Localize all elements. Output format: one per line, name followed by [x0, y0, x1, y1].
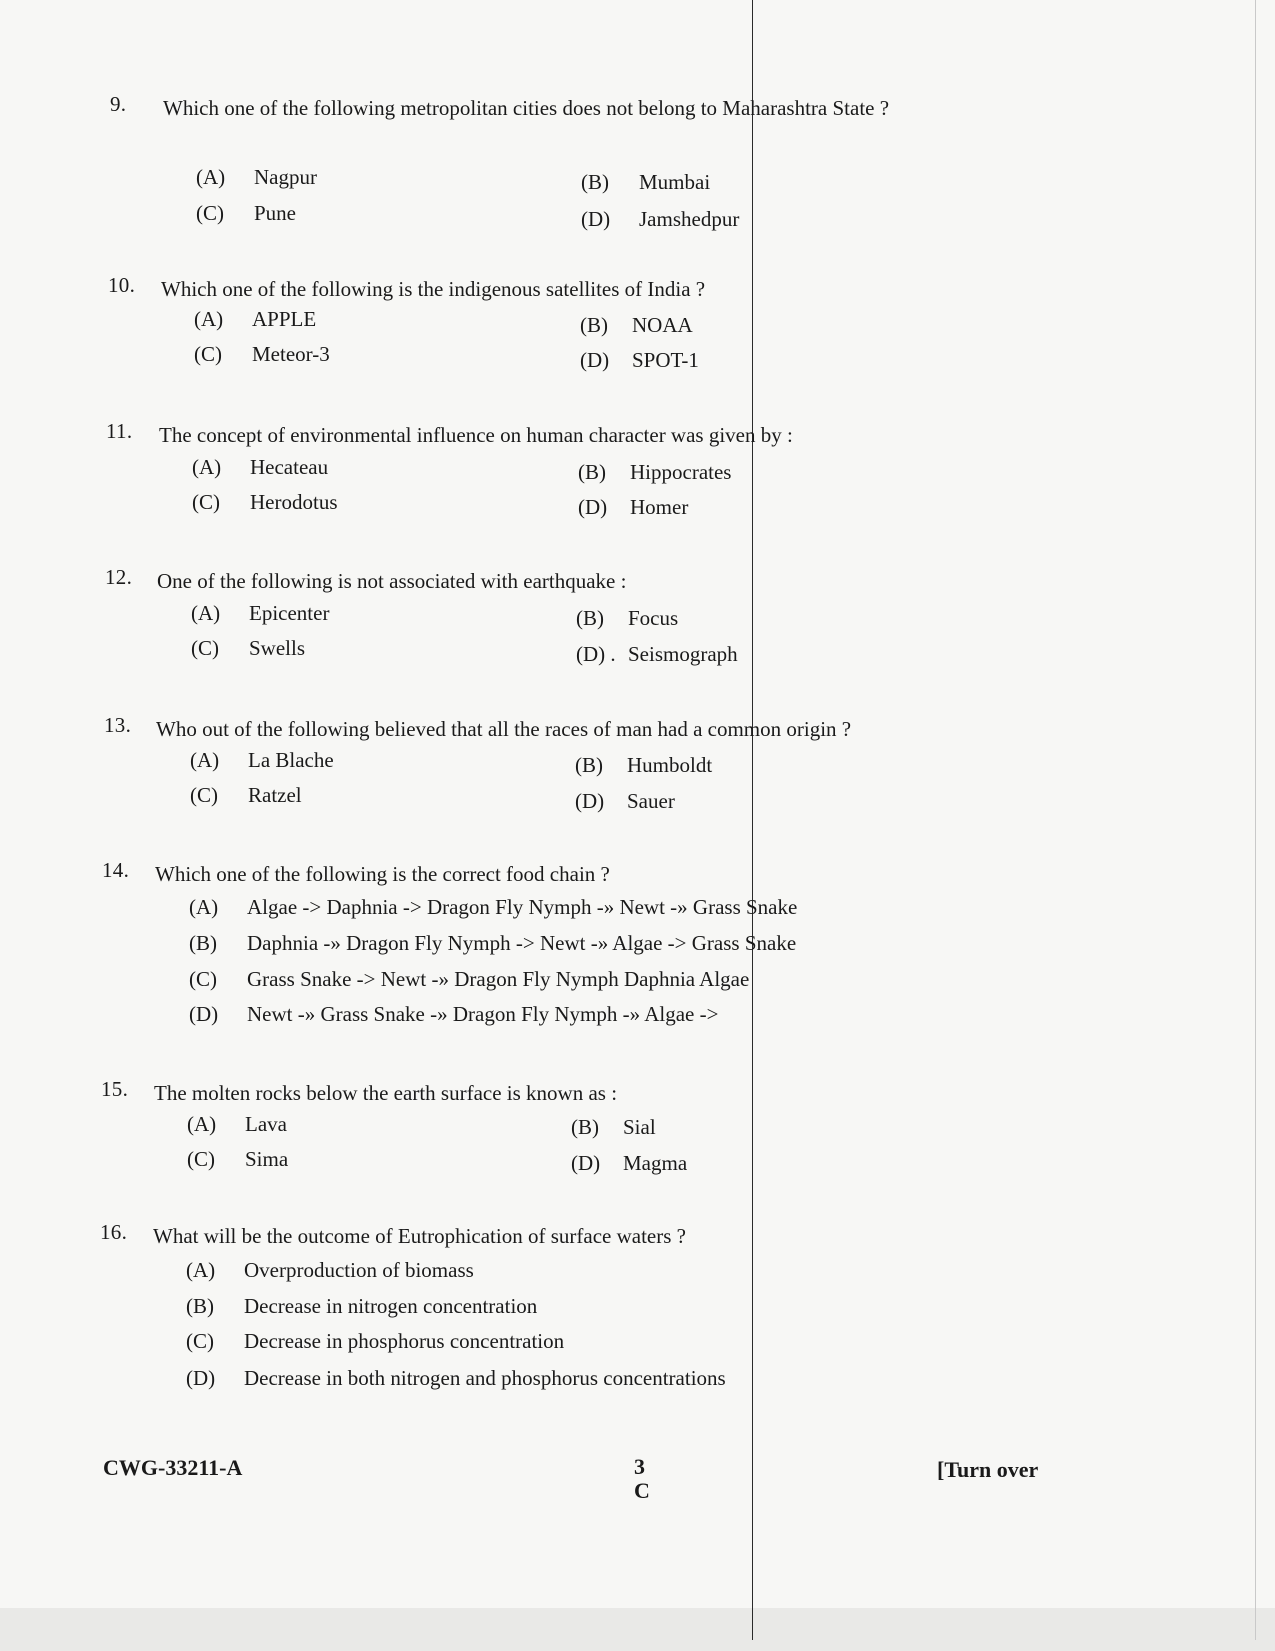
question-text: The concept of environmental influence on human character was given by :	[159, 423, 793, 447]
question-text: What will be the outcome of Eutrophication of surface waters ?	[153, 1224, 686, 1248]
option-c: (C) Sima	[187, 1147, 289, 1171]
page-right-edge	[1255, 0, 1256, 1640]
option-c: (C) Grass Snake -> Newt -» Dragon Fly Nymph Daphnia Algae	[189, 967, 750, 991]
option-d: (D) . Seismograph	[576, 642, 738, 666]
option-a: (A) Epicenter	[191, 601, 330, 625]
scan-bottom-band	[0, 1608, 1275, 1651]
option-b: (B) Hippocrates	[578, 460, 732, 484]
option-a: (A) Algae -> Daphnia -> Dragon Fly Nymph -» Newt -» Grass Snake	[189, 895, 798, 919]
question-number: 15.	[101, 1077, 129, 1101]
set-mark: C	[634, 1478, 650, 1503]
option-b: (B) Mumbai	[581, 170, 711, 194]
option-c: (C) Meteor-3	[194, 342, 330, 366]
option-d: (D) Newt -» Grass Snake -» Dragon Fly Nymph -» Algae ->	[189, 1002, 719, 1026]
question-number: 10.	[108, 273, 136, 297]
question-text: Which one of the following metropolitan cities does not belong to Maharashtra State ?	[163, 96, 890, 120]
option-d: (D) SPOT-1	[580, 348, 699, 372]
question-number: 9.	[110, 92, 127, 116]
option-b: (B) NOAA	[580, 313, 693, 337]
option-d: (D) Magma	[571, 1151, 688, 1175]
option-c: (C) Ratzel	[190, 783, 302, 807]
turn-over-note: [Turn over	[937, 1457, 1039, 1482]
question-number: 14.	[102, 858, 130, 882]
option-d: (D) Decrease in both nitrogen and phosphorus concentrations	[186, 1366, 726, 1390]
question-number: 13.	[104, 713, 132, 737]
option-d: (D) Sauer	[575, 789, 675, 813]
page-number: 3	[634, 1454, 645, 1479]
option-d: (D) Jamshedpur	[581, 207, 740, 231]
option-b: (B) Sial	[571, 1115, 656, 1139]
question-number: 12.	[105, 565, 133, 589]
option-b: (B) Daphnia -» Dragon Fly Nymph -> Newt -» Algae -> Grass Snake	[189, 931, 797, 955]
option-c: (C) Pune	[196, 201, 296, 225]
option-a: (A) APPLE	[194, 307, 317, 331]
question-text: Which one of the following is the indigenous satellites of India ?	[161, 277, 706, 301]
question-text: Which one of the following is the correct food chain ?	[155, 862, 610, 886]
question-number: 11.	[106, 419, 133, 443]
question-text: One of the following is not associated with earthquake :	[157, 569, 627, 593]
option-d: (D) Homer	[578, 495, 689, 519]
option-b: (B) Humboldt	[575, 753, 713, 777]
option-c: (C) Herodotus	[192, 490, 338, 514]
option-c: (C) Swells	[191, 636, 306, 660]
option-a: (A) La Blache	[190, 748, 334, 772]
option-a: (A) Lava	[187, 1112, 287, 1136]
paper-code: CWG-33211-A	[103, 1455, 243, 1480]
option-a: (A) Overproduction of biomass	[186, 1258, 474, 1282]
option-b: (B) Focus	[576, 606, 679, 630]
option-a: (A) Nagpur	[196, 165, 317, 189]
question-number: 16.	[100, 1220, 128, 1244]
option-a: (A) Hecateau	[192, 455, 329, 479]
page-fold-line	[752, 0, 753, 1640]
question-text: The molten rocks below the earth surface is known as :	[154, 1081, 618, 1105]
option-c: (C) Decrease in phosphorus concentration	[186, 1329, 565, 1353]
option-b: (B) Decrease in nitrogen concentration	[186, 1294, 538, 1318]
question-text: Who out of the following believed that all the races of man had a common origin ?	[156, 717, 852, 741]
